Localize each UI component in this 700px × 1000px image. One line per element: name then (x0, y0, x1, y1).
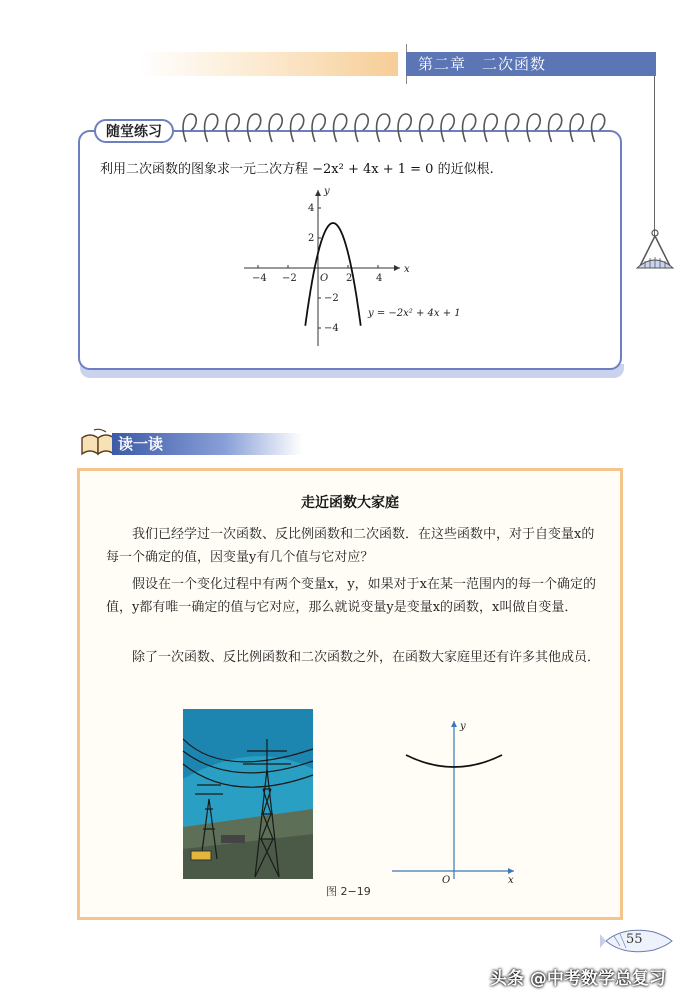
x-tick-label: −4 (252, 273, 267, 284)
y-tick-label: 4 (308, 203, 315, 214)
header-gradient-band (140, 52, 398, 76)
spiral-ring (549, 114, 562, 142)
practice-question: 利用二次函数的图象求一元二次方程 −2x² + 4x + 1 = 0 的近似根. (100, 162, 494, 177)
watermark-text: 头条 @中考数学总复习 (490, 969, 666, 989)
x-axis-label: x (404, 264, 410, 275)
y-axis-arrow (451, 721, 457, 727)
figure-caption: 图 2−19 (326, 885, 371, 898)
paragraph: 假设在一个变化过程中有两个变量x，y，如果对于x在某一范围内的每一个确定的值，y都有唯一确定的值与它对应，那么就说变量y是变量x的函数，x叫做自变量． (106, 577, 597, 615)
origin-label: O (320, 273, 329, 284)
spiral-ring (312, 114, 325, 142)
spiral-ring (441, 114, 454, 142)
spiral-ring (248, 114, 261, 142)
spiral-ring (398, 114, 411, 142)
x-axis-arrow (508, 868, 514, 874)
x-tick-label: −2 (282, 273, 297, 284)
spiral-ring (484, 114, 497, 142)
curve-label: y = −2x² + 4x + 1 (368, 308, 461, 319)
y-axis-label: y (460, 721, 466, 732)
spiral-ring (570, 114, 583, 142)
spiral-ring (463, 114, 476, 142)
spiral-ring (183, 114, 196, 142)
paragraph: 我们已经学过一次函数、反比例函数和二次函数．在这些函数中，对于自变量x的每一个确定的值，因变量y有几个值与它对应？ (106, 527, 595, 565)
y-tick-label: −2 (324, 293, 339, 304)
spiral-ring (269, 114, 282, 142)
read-section-title: 读一读 (118, 435, 164, 453)
power-tower-illustration (183, 709, 313, 879)
book-icon (80, 426, 116, 456)
x-tick-label: 2 (346, 273, 353, 284)
spiral-ring (592, 114, 605, 142)
spiral-rings (178, 112, 618, 146)
paragraph: 除了一次函数、反比例函数和二次函数之外，在函数大家庭里还有许多其他成员． (132, 650, 601, 665)
y-tick-label: −4 (324, 323, 339, 334)
spiral-ring (377, 114, 390, 142)
side-rule (654, 76, 655, 236)
y-axis-label: y (324, 186, 330, 197)
x-axis-label: x (508, 875, 514, 886)
function-figure (390, 717, 520, 886)
x-tick-label: 4 (376, 273, 383, 284)
compass-icon (633, 228, 677, 272)
spiral-ring (226, 114, 239, 142)
spiral-ring (334, 114, 347, 142)
parabola-graph (240, 184, 461, 350)
read-heading: 走近函数大家庭 (301, 495, 399, 511)
y-tick-label: 2 (308, 233, 315, 244)
y-axis-arrow (315, 190, 321, 196)
spiral-ring (291, 114, 304, 142)
spiral-ring (355, 114, 368, 142)
spiral-ring (506, 114, 519, 142)
chapter-title: 第二章 二次函数 (406, 52, 656, 76)
page-number: 55 (626, 932, 643, 947)
practice-tab-label: 随堂练习 (94, 119, 174, 143)
origin-label: O (442, 875, 451, 886)
spiral-ring (527, 114, 540, 142)
spiral-ring (420, 114, 433, 142)
x-axis-arrow (394, 265, 400, 271)
spiral-ring (205, 114, 218, 142)
